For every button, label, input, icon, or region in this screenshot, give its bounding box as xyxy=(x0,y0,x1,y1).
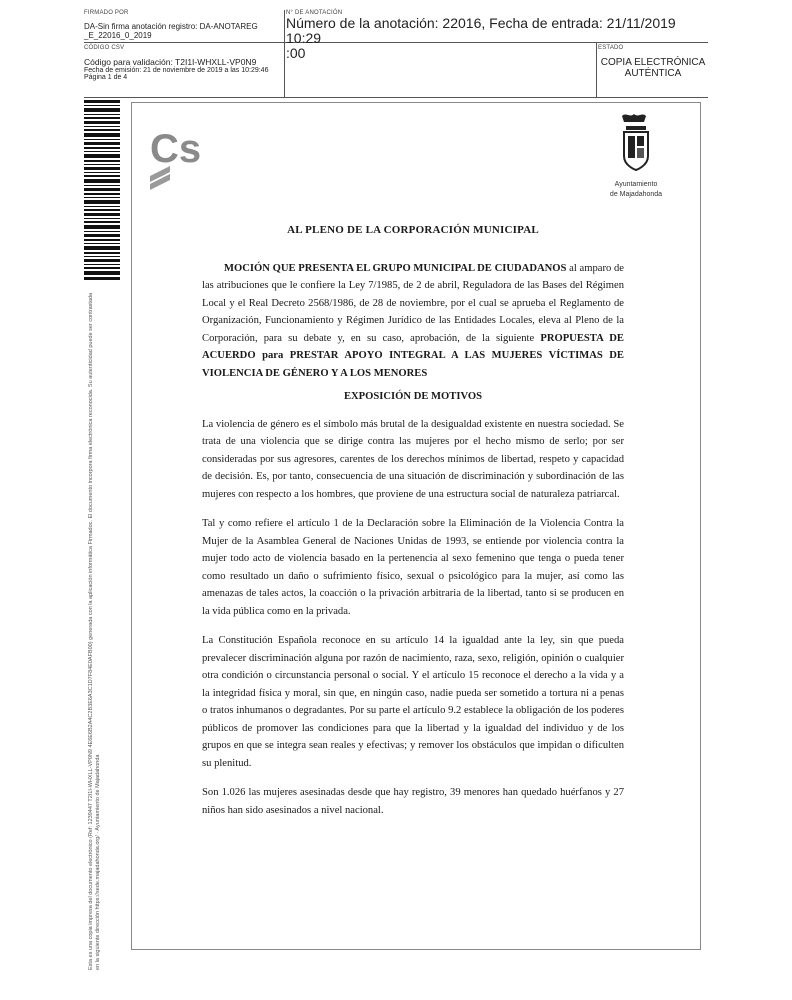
validation-code: Código para validación: T2I1I-WHXLL-VP0N9 xyxy=(84,57,257,67)
copy-status-line-2: AUTÉNTICA xyxy=(624,68,682,79)
registration-line-1: Número de la anotación: 22016, Fecha de entrada: 21/11/2019 10:29 xyxy=(286,15,676,46)
municipal-logo xyxy=(596,112,676,199)
copy-status-label: ESTADO xyxy=(598,45,624,51)
proposal-heading: PROPUESTA DE ACUERDO para PRESTAR APOYO INTEGRAL A LAS MUJERES VÍCTIMAS DE VIOLENCIA DE GÉNERO Y A LOS MENORES xyxy=(202,332,624,379)
paragraph-4: Son 1.026 las mujeres asesinadas desde que hay registro, 39 menores han quedado huérfanos y 27 niños han sido asesinados a nivel nacional. xyxy=(202,787,624,816)
validation-label: CÓDIGO CSV xyxy=(84,45,125,51)
motion-heading: MOCIÓN QUE PRESENTA EL GRUPO MUNICIPAL DE CIUDADANOS xyxy=(224,262,567,274)
signature-label: FIRMADO POR xyxy=(84,10,129,16)
paragraph-3: La Constitución Española reconoce en su artículo 14 la igualdad ante la ley, sin que pueda prevalecer discriminación alguna por razón de nacimiento, raza, sexo, religión, opinión o cualquier otra condición o circunstancia personal o social. Y el artículo 15 reconoce el derecho a la vida y a la integridad física y moral, sin que, en ningún caso, nadie pueda ser sometido a tortura ni a penas o tratos inhumanos o degradantes. Por su parte el artículo 9.2 establece la obligación de los poderes públicos de promover las condiciones para que la libertad y la igualdad del individuo y de los grupos en que se integra sean reales y efectivas; y remover los obstáculos que impidan o dificulten su plenitud. xyxy=(202,635,624,769)
paragraph-1: La violencia de género es el símbolo más brutal de la desigualdad existente en nuestra sociedad. Se trata de una violencia que se dirige contra las mujeres por el hecho mismo de serlo; por ser consideradas por sus agresores, carentes de los derechos mínimos de libertad, respeto y capacidad de decisión. Es, por tanto, consecuencia de una situación de discriminación y subordinación de las mujeres con respecto a los hombres, que proviene de una estructura social de naturaleza patriarcal. xyxy=(202,418,624,500)
document-body xyxy=(202,222,624,831)
municipal-name-2: de Majadahonda xyxy=(609,191,663,198)
signature-value-1: DA-Sin firma anotación registro: DA-ANOTAREG xyxy=(84,22,258,31)
paragraph-2: Tal y como refiere el artículo 1 de la Declaración sobre la Eliminación de la Violencia Contra la Mujer de la Asamblea General de Naciones Unidas de 1993, se entiende por violencia contra la mujer todo acto de violencia basado en la pertenencia al sexo femenino que tenga o pueda tener como resultado un daño o sufrimiento físico, sexual o psicológico para la mujer, así como las amenazas de tales actos, la coacción o la privación arbitraria de la libertad, tanto si se producen en la vida pública como en la privada. xyxy=(202,518,624,617)
motion-intro xyxy=(202,260,624,383)
coat-of-arms-icon xyxy=(616,112,656,174)
validation-cell xyxy=(84,45,284,81)
ciudadanos-logo-icon xyxy=(150,118,212,193)
document-title: AL PLENO DE LA CORPORACIÓN MUNICIPAL xyxy=(287,224,539,236)
section-title: EXPOSICIÓN DE MOTIVOS xyxy=(343,391,483,402)
municipal-name-1: Ayuntamiento xyxy=(614,181,658,188)
page-count: Página 1 de 4 xyxy=(84,74,128,81)
registration-label: N° DE ANOTACIÓN xyxy=(286,10,343,16)
emission-date: Fecha de emisión: 21 de noviembre de 2019 a las 10:29:46 xyxy=(84,67,269,74)
header-bottom-divider xyxy=(84,97,708,98)
copy-status-cell xyxy=(598,45,708,79)
copy-status-line-1: COPIA ELECTRÓNICA xyxy=(600,57,706,68)
header-col-divider-1 xyxy=(284,10,285,97)
signature-value-2: _E_22016_0_2019 xyxy=(84,31,152,40)
logo-lettering: Cs xyxy=(150,127,202,171)
barcode-icon xyxy=(84,100,120,280)
registration-line-2: :00 xyxy=(286,45,306,61)
signature-cell xyxy=(84,10,284,40)
side-verification-text: Esta es una copia impresa del documento electrónico (Ref: 1239447 T2I1I-WHXLL-VP0N9 4E6E6B2A4C2B3E6A3C1D7F84E0AFB00) generada con la aplicación informática Firmadoc. El documento incorpora firma electrónica reconocida. Su autenticidad puede ser contrastada en la siguiente dirección https://sede.majadahonda.org/ · Ayuntamiento de Majadahonda xyxy=(88,292,101,970)
motion-text: al amparo de las atribuciones que le confiere la Ley 7/1985, de 2 de abril, Reguladora de las Bases del Régimen Local y el Real Decreto 2568/1986, de 28 de noviembre, por el cual se aprueba el Reglamento de Organización, Funcionamiento y Régimen Jurídico de las Entidades Locales, eleva al Pleno de la Corporación, para su debate y, en su caso, aprobación, de la siguiente xyxy=(202,262,625,344)
